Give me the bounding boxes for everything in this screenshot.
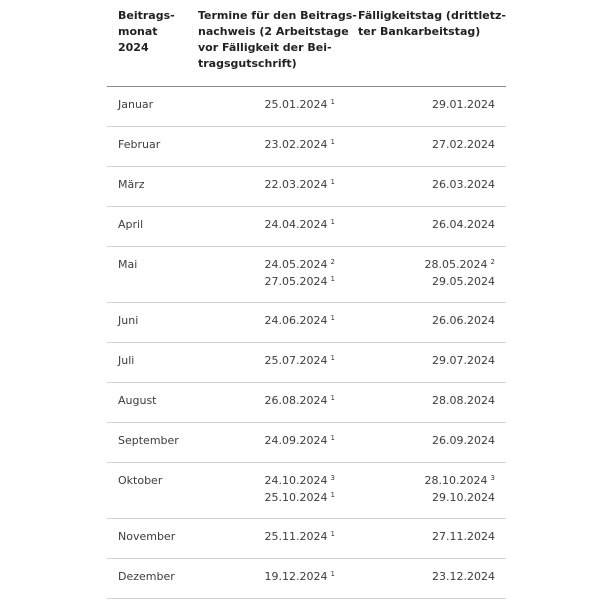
header-line: monat <box>118 25 158 38</box>
month-cell: September <box>118 434 179 447</box>
date-value: 26.04.2024 <box>432 218 495 231</box>
footnote-marker: 1 <box>330 530 335 538</box>
date-line <box>265 393 335 410</box>
date-line <box>265 257 335 274</box>
footnote-marker: 1 <box>330 394 335 402</box>
month-cell: Februar <box>118 138 161 151</box>
date-line <box>432 97 495 113</box>
date-line <box>265 177 335 194</box>
termin-cell <box>265 353 335 370</box>
header-beitragsmonat <box>118 8 188 56</box>
date-line <box>432 217 495 233</box>
date-value: 24.05.2024 <box>264 258 328 271</box>
header-faelligkeitstag <box>358 8 506 40</box>
header-line: Beitrags- <box>118 9 175 22</box>
month-cell: Mai <box>118 258 138 271</box>
date-line <box>432 529 495 545</box>
table-header <box>107 0 506 87</box>
faelligkeit-cell <box>432 217 495 233</box>
date-line <box>265 217 335 234</box>
footnote-marker: 3 <box>330 474 335 482</box>
header-line: 2024 <box>118 41 149 54</box>
table-row <box>107 559 506 599</box>
header-line: Fälligkeitstag (drittletz- <box>358 9 506 22</box>
date-value: 27.02.2024 <box>432 138 495 151</box>
date-value: 26.08.2024 <box>264 394 328 407</box>
month-cell: Juli <box>118 354 135 367</box>
faelligkeit-cell <box>432 433 495 449</box>
date-line <box>265 137 335 154</box>
date-value: 24.04.2024 <box>264 218 328 231</box>
footnote-marker: 2 <box>490 258 495 266</box>
month-cell: Oktober <box>118 474 163 487</box>
date-value: 26.09.2024 <box>432 434 495 447</box>
header-line: tragsgutschrift) <box>198 57 297 70</box>
termin-cell <box>265 393 335 410</box>
termin-cell <box>265 257 335 291</box>
date-value: 29.10.2024 <box>432 491 495 504</box>
date-value: 29.07.2024 <box>432 354 495 367</box>
date-value: 28.05.2024 <box>424 258 488 271</box>
date-value: 26.03.2024 <box>432 178 495 191</box>
termin-cell <box>265 177 335 194</box>
date-line <box>265 473 335 490</box>
faelligkeit-cell <box>425 473 495 506</box>
footnote-marker: 3 <box>490 474 495 482</box>
faelligkeit-cell <box>432 529 495 545</box>
date-value: 27.05.2024 <box>264 275 328 288</box>
date-value: 27.11.2024 <box>432 530 495 543</box>
date-line <box>432 393 495 409</box>
date-line <box>425 274 495 290</box>
date-line <box>432 313 495 329</box>
termin-cell <box>265 569 335 586</box>
month-cell: März <box>118 178 145 191</box>
date-value: 28.08.2024 <box>432 394 495 407</box>
footnote-marker: 2 <box>330 258 335 266</box>
footnote-marker: 1 <box>330 434 335 442</box>
footnote-marker: 1 <box>330 138 335 146</box>
faelligkeit-cell <box>432 353 495 369</box>
termin-cell <box>265 217 335 234</box>
table-row <box>107 423 506 463</box>
header-line: Termine für den Beitrags- <box>198 9 357 22</box>
month-cell: Juni <box>118 314 139 327</box>
table-row <box>107 207 506 247</box>
termin-cell <box>265 473 335 507</box>
table-row <box>107 247 506 303</box>
date-line <box>265 490 335 507</box>
termin-cell <box>265 137 335 154</box>
table-row <box>107 383 506 423</box>
month-cell: November <box>118 530 176 543</box>
table-row <box>107 519 506 559</box>
footnote-marker: 1 <box>330 570 335 578</box>
footnote-marker: 1 <box>330 275 335 283</box>
faelligkeit-cell <box>432 97 495 113</box>
date-line <box>265 97 335 114</box>
date-line <box>425 257 495 274</box>
date-line <box>432 433 495 449</box>
date-line <box>432 353 495 369</box>
footnote-marker: 1 <box>330 314 335 322</box>
table-row <box>107 303 506 343</box>
date-line <box>432 137 495 153</box>
faelligkeit-cell <box>432 313 495 329</box>
date-value: 25.11.2024 <box>264 530 328 543</box>
faelligkeit-cell <box>432 137 495 153</box>
date-value: 22.03.2024 <box>264 178 328 191</box>
date-line <box>432 569 495 585</box>
date-line <box>265 569 335 586</box>
table-row <box>107 343 506 383</box>
date-value: 26.06.2024 <box>432 314 495 327</box>
faelligkeit-cell <box>432 393 495 409</box>
termin-cell <box>265 97 335 114</box>
date-value: 29.01.2024 <box>432 98 495 111</box>
table-row <box>107 167 506 207</box>
date-value: 25.07.2024 <box>264 354 328 367</box>
date-line <box>265 433 335 450</box>
table-row <box>107 127 506 167</box>
date-line <box>265 274 335 291</box>
date-line <box>265 313 335 330</box>
month-cell: April <box>118 218 144 231</box>
table-row <box>107 87 506 127</box>
date-value: 19.12.2024 <box>264 570 328 583</box>
termin-cell <box>265 529 335 546</box>
date-line <box>265 529 335 546</box>
month-cell: Januar <box>118 98 154 111</box>
date-value: 24.06.2024 <box>264 314 328 327</box>
header-line: nachweis (2 Arbeitstage <box>198 25 349 38</box>
table-row <box>107 463 506 519</box>
footnote-marker: 1 <box>330 178 335 186</box>
footnote-marker: 1 <box>330 491 335 499</box>
header-line: ter Bankarbeitstag) <box>358 25 481 38</box>
date-value: 23.02.2024 <box>264 138 328 151</box>
footnote-marker: 1 <box>330 98 335 106</box>
faelligkeit-cell <box>432 177 495 193</box>
header-line: vor Fälligkeit der Bei- <box>198 41 332 54</box>
month-cell: August <box>118 394 157 407</box>
month-cell: Dezember <box>118 570 175 583</box>
date-value: 28.10.2024 <box>424 474 488 487</box>
date-value: 24.09.2024 <box>264 434 328 447</box>
date-value: 24.10.2024 <box>264 474 328 487</box>
header-termine <box>198 8 357 72</box>
termin-cell <box>265 313 335 330</box>
faelligkeit-cell <box>432 569 495 585</box>
date-value: 25.01.2024 <box>264 98 328 111</box>
date-value: 29.05.2024 <box>432 275 495 288</box>
date-value: 23.12.2024 <box>432 570 495 583</box>
footnote-marker: 1 <box>330 354 335 362</box>
termin-cell <box>265 433 335 450</box>
footnote-marker: 1 <box>330 218 335 226</box>
contribution-schedule-table <box>107 0 506 599</box>
date-line <box>432 177 495 193</box>
date-line <box>425 490 495 506</box>
date-line <box>265 353 335 370</box>
faelligkeit-cell <box>425 257 495 290</box>
table-body <box>107 87 506 599</box>
date-line <box>425 473 495 490</box>
date-value: 25.10.2024 <box>264 491 328 504</box>
